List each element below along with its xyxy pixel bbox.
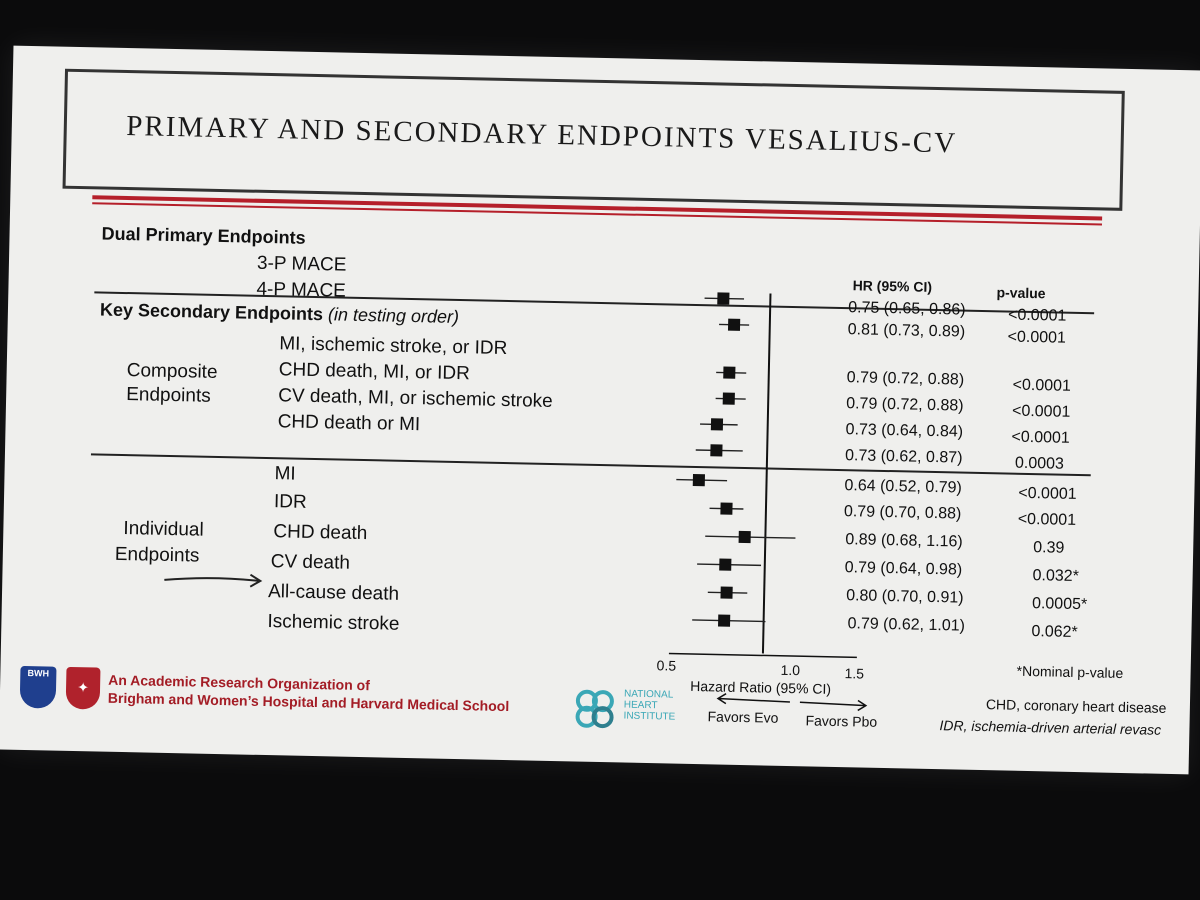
- hr-value: 0.79 (0.64, 0.98): [844, 559, 963, 579]
- hr-value: 0.79 (0.72, 0.88): [846, 369, 965, 389]
- favors-right-label: Favors Pbo: [805, 712, 878, 730]
- idr-footnote: IDR, ischemia-driven arterial revasc: [939, 717, 1162, 738]
- axis-tick-label: 1.5: [844, 665, 865, 682]
- row-label: 4-P MACE: [256, 278, 347, 302]
- slide-title: PRIMARY AND SECONDARY ENDPOINTS VESALIUS-CV: [126, 110, 958, 160]
- bwh-logo-text: BWH: [27, 668, 50, 679]
- org-line-1: An Academic Research Organization of: [108, 671, 371, 694]
- key-secondary-label: Key Secondary Endpoints: [99, 299, 324, 325]
- row-label: All-cause death: [267, 581, 400, 605]
- p-value: 0.0005*: [1031, 595, 1088, 614]
- p-value: <0.0001: [1017, 510, 1077, 529]
- row-label: CHD death: [273, 521, 368, 545]
- row-label: CV death, MI, or ischemic stroke: [278, 385, 553, 412]
- dual-primary-header: Dual Primary Endpoints: [101, 223, 306, 248]
- hr-value: 0.73 (0.64, 0.84): [845, 421, 964, 441]
- nhi-logo-icon: [571, 685, 618, 732]
- hr-value: 0.80 (0.70, 0.91): [845, 587, 964, 607]
- row-label: MI: [274, 463, 296, 485]
- hr-value: 0.64 (0.52, 0.79): [844, 477, 963, 497]
- p-value: 0.062*: [1031, 623, 1078, 642]
- hr-value: 0.79 (0.72, 0.88): [846, 395, 964, 415]
- p-value: <0.0001: [1011, 428, 1070, 447]
- individual-label-1: Individual: [123, 518, 204, 541]
- nhi-logo-text: [623, 689, 675, 723]
- hr-value: 0.79 (0.62, 1.01): [847, 615, 966, 635]
- row-label: Ischemic stroke: [267, 611, 400, 635]
- p-column-header: p-value: [996, 284, 1046, 302]
- composite-label-1: Composite: [126, 360, 218, 383]
- axis-tick-label: 0.5: [656, 657, 677, 674]
- p-value: 0.032*: [1032, 567, 1080, 586]
- p-value: <0.0001: [1012, 376, 1072, 395]
- key-secondary-note: (in testing order): [327, 304, 460, 328]
- axis-label: Hazard Ratio (95% CI): [690, 677, 832, 697]
- p-value: <0.0001: [1007, 306, 1067, 325]
- composite-label-2: Endpoints: [125, 384, 211, 407]
- row-label: 3-P MACE: [256, 252, 347, 276]
- nominal-footnote: *Nominal p-value: [1016, 662, 1124, 681]
- hr-column-header: HR (95% CI): [852, 277, 933, 295]
- hr-value: 0.73 (0.62, 0.87): [844, 447, 963, 467]
- arrow-left-icon: [718, 694, 790, 706]
- hr-value: 0.79 (0.70, 0.88): [843, 503, 962, 523]
- axis-tick-label: 1.0: [780, 661, 801, 679]
- p-value: 0.39: [1033, 539, 1065, 557]
- row-label: MI, ischemic stroke, or IDR: [279, 333, 508, 360]
- chd-footnote: CHD, coronary heart disease: [985, 696, 1167, 716]
- p-value: <0.0001: [1018, 484, 1077, 503]
- row-label: CHD death or MI: [277, 411, 421, 436]
- individual-label-2: Endpoints: [114, 543, 200, 567]
- projector-screen: [0, 46, 1200, 775]
- favors-left-label: Favors Evo: [707, 708, 779, 726]
- p-value: <0.0001: [1007, 328, 1067, 347]
- p-value: <0.0001: [1011, 402, 1071, 421]
- p-value: 0.0003: [1014, 454, 1065, 473]
- nhi-line-3: INSTITUTE: [623, 710, 676, 723]
- row-label: CHD death, MI, or IDR: [278, 359, 471, 385]
- arrow-right-icon: [800, 699, 866, 710]
- hr-value: 0.75 (0.65, 0.86): [848, 299, 966, 319]
- row-label: IDR: [273, 491, 307, 513]
- org-line-2: Brigham and Women’s Hospital and Harvard Medical School: [107, 689, 510, 715]
- bwh-logo: [20, 666, 57, 709]
- nhi-line-2: HEART: [623, 699, 658, 712]
- harvard-shield-icon: ✦: [66, 667, 101, 710]
- nhi-line-1: NATIONAL: [623, 688, 674, 701]
- hr-value: 0.81 (0.73, 0.89): [847, 321, 966, 341]
- hr-value: 0.89 (0.68, 1.16): [845, 531, 963, 551]
- row-label: CV death: [270, 551, 351, 574]
